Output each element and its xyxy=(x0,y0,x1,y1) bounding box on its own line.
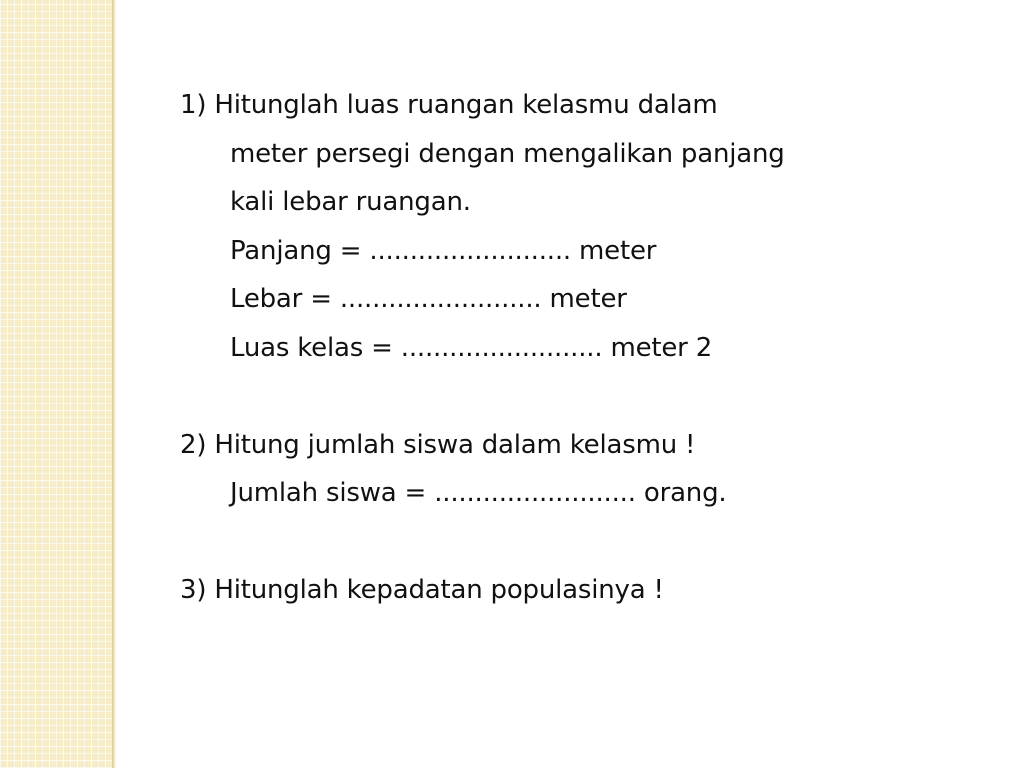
question-2 xyxy=(180,421,960,518)
area-answer-line: Luas kelas = ......................... meter 2 xyxy=(230,332,713,363)
question-3-heading: 3) Hitunglah kepadatan populasinya ! xyxy=(180,575,664,605)
question-3 xyxy=(180,566,960,615)
question-1 xyxy=(180,81,960,372)
question-2-heading: 2) Hitung jumlah siswa dalam kelasmu ! xyxy=(180,429,696,460)
slide-content xyxy=(180,81,960,615)
student-count-answer-line: Jumlah siswa = ......................... orang. xyxy=(230,478,727,508)
question-1-text-line: kali lebar ruangan. xyxy=(230,187,471,217)
spacer xyxy=(180,372,960,421)
width-answer-line: Lebar = ......................... meter xyxy=(230,284,627,314)
question-1-text-line: meter persegi dengan mengalikan panjang xyxy=(230,138,785,169)
side-strip-edge xyxy=(112,0,116,768)
decorative-side-strip xyxy=(0,0,112,768)
question-1-heading: 1) Hitunglah luas ruangan kelasmu dalam xyxy=(180,90,718,120)
spacer xyxy=(180,518,960,567)
length-answer-line: Panjang = ......................... meter xyxy=(230,235,657,266)
